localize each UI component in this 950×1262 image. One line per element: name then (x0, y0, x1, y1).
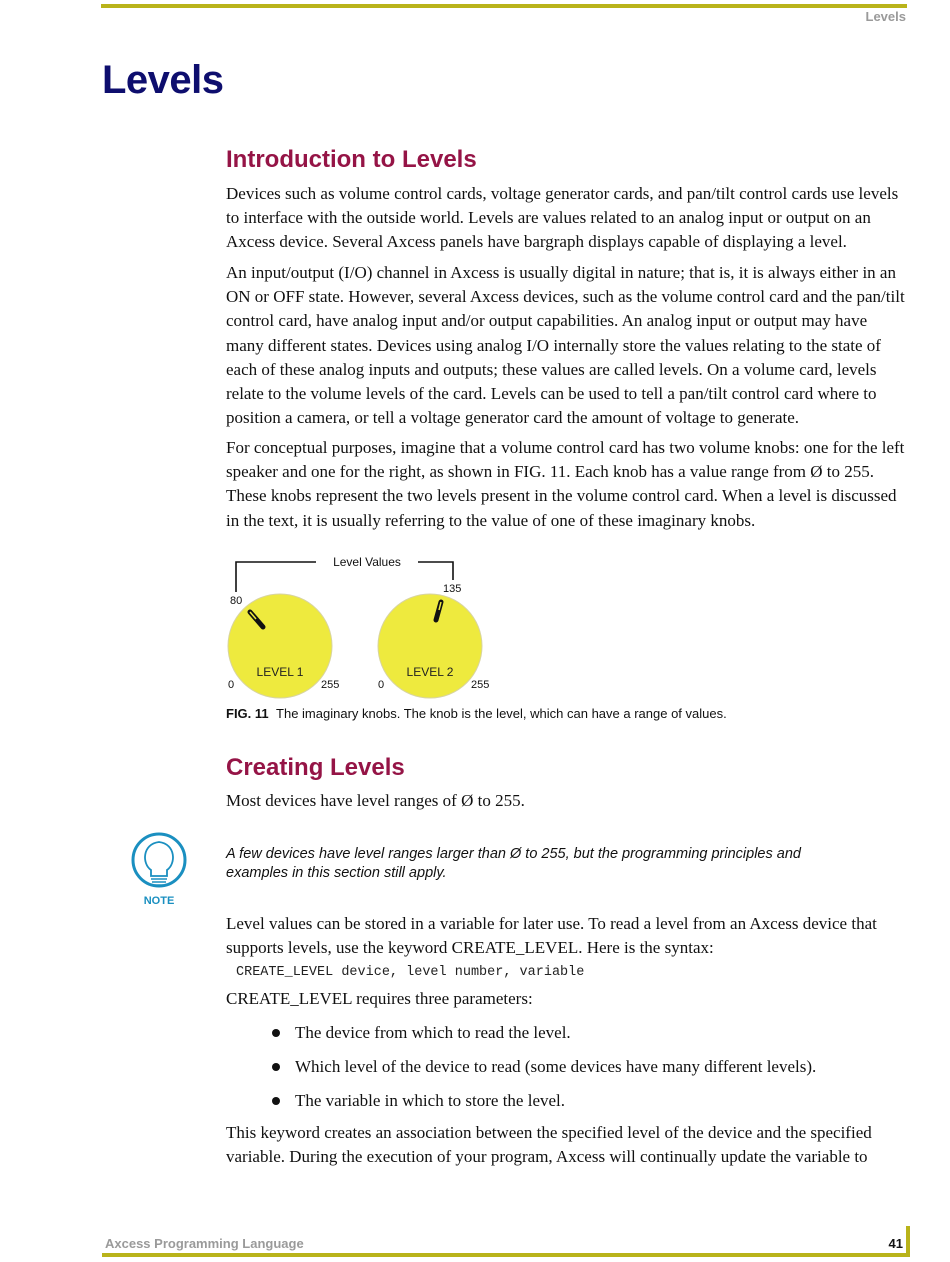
note-text: A few devices have level ranges larger than Ø to 255, but the programming principles and examples in this section still apply. (226, 846, 801, 881)
bracket-label: Level Values (333, 555, 401, 569)
figure-number: FIG. 11 (226, 706, 269, 721)
footer-rule (102, 1253, 910, 1257)
level-values-bracket (236, 555, 453, 592)
bullet-icon (272, 1097, 280, 1105)
page-number: 41 (888, 1236, 903, 1251)
paragraph: CREATE_LEVEL requires three parameters: (226, 989, 533, 1008)
svg-text:LEVEL 2: LEVEL 2 (406, 665, 454, 679)
chapter-title: Levels (102, 58, 224, 102)
parameter-list (270, 1021, 816, 1123)
paragraph: For conceptual purposes, imagine that a volume control card has two volume knobs: one for the left speaker and one for the right, as shown in FIG. 11. Each knob has a value range from Ø to 255. These knobs represent the two levels present in the volume control card. When a level is discussed in the text, it is usually referring to the value of one of these imaginary knobs. (226, 438, 905, 530)
knob-level-2 (378, 583, 489, 698)
paragraph: Devices such as volume control cards, voltage generator cards, and pan/tilt control cards use levels to interface with the outside world. Levels are values related to an analog input or output on an Axcess device. Several Axcess panels have bargraph displays capable of displaying a level. (226, 184, 899, 252)
svg-text:LEVEL 1: LEVEL 1 (256, 665, 304, 679)
lightbulb-note-icon (130, 832, 188, 908)
list-item: The device from which to read the level. (270, 1021, 816, 1055)
knobs-figure (226, 550, 526, 700)
footer-title: Axcess Programming Language (105, 1236, 304, 1251)
svg-text:80: 80 (230, 595, 243, 607)
section-heading-introduction: Introduction to Levels (226, 146, 477, 173)
bullet-icon (272, 1029, 280, 1037)
svg-text:255: 255 (471, 679, 490, 691)
list-item: Which level of the device to read (some devices have many different levels). (270, 1055, 816, 1089)
header-rule (101, 4, 907, 8)
knob-level-1 (228, 594, 339, 698)
paragraph: Most devices have level ranges of Ø to 255. (226, 791, 525, 810)
section-heading-creating-levels: Creating Levels (226, 754, 405, 781)
paragraph: An input/output (I/O) channel in Axcess is usually digital in nature; that is, it is always either in an ON or OFF state. However, several Axcess devices, such as the volume control card and the pan/tilt control card, have analog input and/or output capabilities. An analog input or output may have many different states. Devices using analog I/O internally store the values relating to the state of each of these analog inputs and outputs; these values are called levels. On a volume card, levels relate to the volume levels of the card. Levels can be used to tell a pan/tilt control card where to position a camera, or tell a voltage generator card the amount of voltage to generate. (226, 263, 905, 428)
figure-caption-text: The imaginary knobs. The knob is the level, which can have a range of values. (276, 706, 727, 721)
list-item: The variable in which to store the level. (270, 1089, 816, 1123)
footer-rule-vertical (906, 1226, 910, 1257)
note-label: NOTE (143, 895, 175, 907)
running-head: Levels (865, 9, 906, 24)
bullet-icon (272, 1063, 280, 1071)
figure-caption (226, 706, 727, 721)
svg-text:255: 255 (321, 679, 340, 691)
code-syntax: CREATE_LEVEL device, level number, variable (236, 965, 585, 980)
svg-text:0: 0 (228, 679, 235, 691)
paragraph: Level values can be stored in a variable for later use. To read a level from an Axcess device that supports levels, use the keyword CREATE_LEVEL. Here is the syntax: (226, 914, 877, 958)
svg-text:0: 0 (378, 679, 385, 691)
paragraph: This keyword creates an association between the specified level of the device and the specified variable. During the execution of your program, Axcess will continually update the variable to (226, 1123, 872, 1167)
svg-text:135: 135 (443, 583, 462, 595)
